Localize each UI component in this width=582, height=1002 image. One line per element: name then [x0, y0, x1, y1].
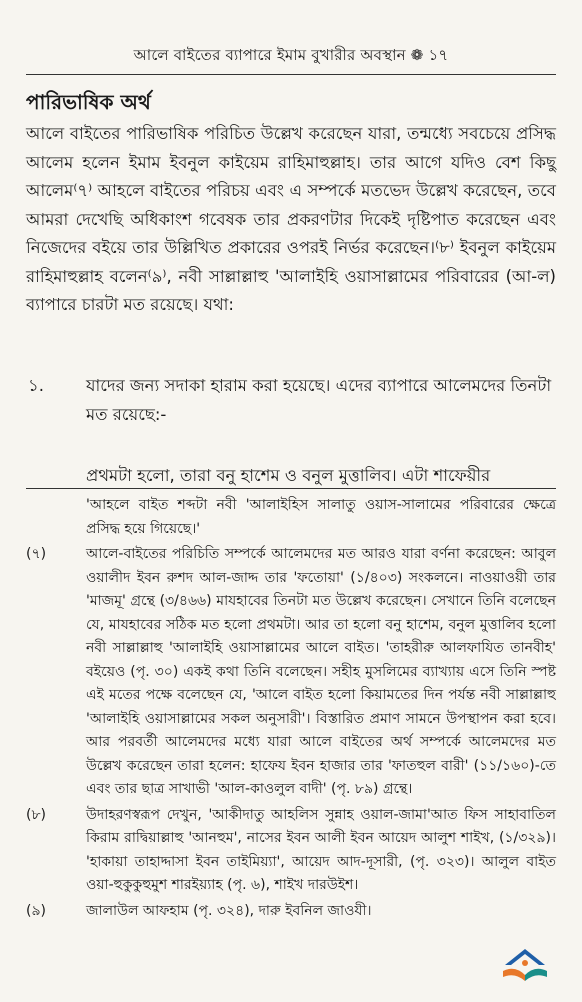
footnote-text: উদাহরণস্বরূপ দেখুন, 'আকীদাতু আহলিস সুন্নাহ ওয়াল-জামা'আত ফিস সাহাবাতিল কিরাম রাদ্বিয়াল্লাহু 'আনহুম', নাসের ইবন আলী ইবন আয়েদ আলুশ শাইখ, (১/৩২৯)। 'হাকায়া তাহাদ্দাসা ইবন তাইমিয়্যা', আয়েদ আদ-দূসারী, (পৃ. ৩২৩)। আলুল বাইত ওয়া-হুকুকুহুমুশ শারইয়্যাহ (পৃ. ৬), শাইখ দারউইশ। [86, 806, 556, 893]
footnote-marker: (৯) [26, 902, 47, 919]
list-item [26, 372, 556, 429]
logo-book-right [525, 969, 547, 981]
footnote-text: জালাউল আফহাম (পৃ. ৩২৪), দারু ইবনিল জাওযী। [86, 902, 372, 919]
footnote-text: 'আহলে বাইত শব্দটা নবী 'আলাইহিস সালাতু ওয়াস-সালামের পরিবারের ক্ষেত্রে প্রসিদ্ধ হয়ে গিয়েছে।' [86, 497, 556, 537]
list-number: ১. [28, 376, 44, 395]
footnote-7 [26, 543, 556, 802]
section-title: পারিভাষিক অর্থ [26, 90, 151, 114]
logo-book-left [503, 969, 525, 981]
footnote-continued [26, 494, 556, 541]
footnote-8 [26, 804, 556, 898]
list-text: যাদের জন্য সদাকা হারাম করা হয়েছে। এদের ব্যাপারে আলেমদের তিনটা মত রয়েছে:- [86, 376, 552, 424]
continuation-line: প্রথমটা হলো, তারা বনু হাশেম ও বনুল মুত্তালিব। এটা শাফেয়ীর [86, 466, 491, 485]
footnote-9 [26, 900, 556, 924]
running-head: আলে বাইতের ব্যাপারে ইমাম বুখারীর অবস্থান ❁ ১৭ [133, 46, 449, 64]
footnote-marker: (৭) [26, 546, 47, 562]
footnote-marker: (৮) [26, 806, 47, 823]
footnote-rule [26, 488, 556, 489]
logo-dot [522, 960, 528, 966]
publisher-logo-icon [497, 945, 553, 985]
header-rule [26, 74, 556, 75]
body-paragraph: আলে বাইতের পারিভাষিক পরিচিত উল্লেখ করেছেন যারা, তন্মধ্যে সবচেয়ে প্রসিদ্ধ আলেম হলেন ইমাম ইবনুল কাইয়েম রাহিমাহুল্লাহ। তার আগে যদিও বেশ কিছু আলেম⁽৭⁾ আহলে বাইতের পরিচয় এবং এ সম্পর্কে মতভেদ উল্লেখ করেছেন, তবে আমরা দেখেছি অধিকাংশ গবেষক তার প্রকরণটার দিকেই দৃষ্টিপাত করেছেন এবং নিজেদের বইয়ে তার উল্লিখিত প্রকারের ওপরই নির্ভর করেছেন।⁽৮⁾ ইবনুল কাইয়েম রাহিমাহুল্লাহ বলেন⁽৯⁾, নবী সাল্লাল্লাহু 'আলাইহি ওয়াসাল্লামের পরিবারের (আ-ল) ব্যাপারে চারটা মত রয়েছে। যথা: [26, 124, 556, 314]
footnote-text: আলে-বাইতের পরিচিতি সম্পর্কে আলেমদের মত আরও যারা বর্ণনা করেছেন: আবুল ওয়ালীদ ইবন রুশদ আল-জাদ্দ তার 'ফতোয়া' (১/৪০৩) সংকলনে। নাওয়াওয়ী তার 'মাজমূ' গ্রন্থে (৩/৪৬৬) মাযহাবের তিনটা মত উল্লেখ করেছেন। সেখানে তিনি বলেছেন যে, মাযহাবের সঠিক মত হলো প্রথমটা। আর তা হলো বনু হাশেম, বনুল মুত্তালিব হলো নবী সাল্লাল্লাহু 'আলাইহি ওয়াসাল্লামের আলে বাইত। 'তাহরীরু আলফাযিত তানবীহ' বইয়েও (পৃ. ৩০) একই কথা তিনি বলেছেন। সহীহ মুসলিমের ব্যাখ্যায় এসে তিনি স্পষ্ট এই মতের পক্ষে বলেছেন যে, 'আলে বাইত হলো কিয়ামতের দিন পর্যন্ত নবী সাল্লাল্লাহু 'আলাইহি ওয়াসাল্লামের সকল অনুসারী'। বিস্তারিত প্রমাণ সামনে উপস্থাপন করা হবে। আর পরবর্তী আলেমদের মধ্যে যারা আলে বাইতের অর্থ সম্পর্কে আলেমদের মত উল্লেখ করেছেন তারা হলেন: হাফেয ইবন হাজার তার 'ফাতহুল বারী' (১১/১৬০)-তে এবং তার ছাত্র সাখাভী 'আল-কাওলুল বাদী' (পৃ. ৮৯) গ্রন্থে। [86, 546, 556, 797]
footnotes [26, 494, 556, 925]
